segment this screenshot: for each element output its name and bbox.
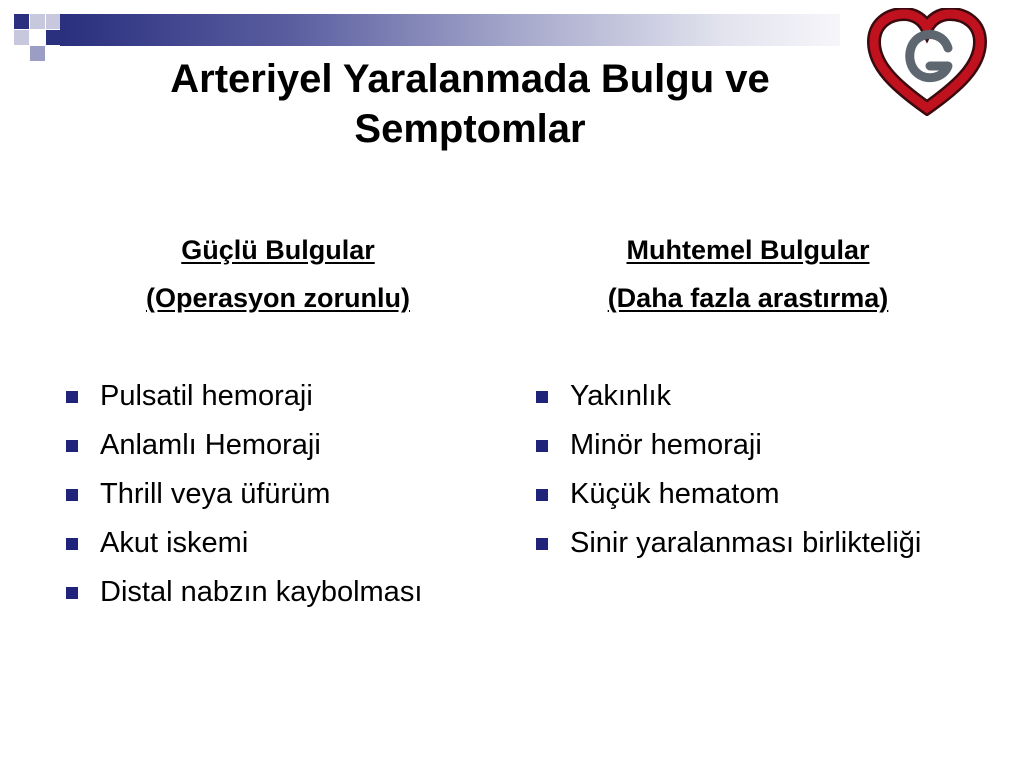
list-item [64, 477, 504, 511]
list-item [64, 526, 504, 560]
square-bullet-icon [536, 391, 548, 403]
decorative-square [30, 46, 45, 61]
list-item [64, 379, 504, 413]
list-item [534, 379, 954, 413]
square-bullet-icon [536, 489, 548, 501]
list-item-text: Sinir yaralanması birlikteliği [570, 527, 922, 559]
list-item [64, 428, 504, 462]
list-item [534, 477, 954, 511]
list-item [534, 428, 954, 462]
square-bullet-icon [66, 587, 78, 599]
title-line-1: Arteriyel Yaralanmada Bulgu ve [170, 57, 770, 101]
decorative-square [46, 30, 61, 45]
possible-findings-title: Muhtemel Bulgular [626, 235, 870, 265]
decorative-square [30, 14, 45, 29]
list-item-text: Pulsatil hemoraji [100, 380, 313, 412]
decorative-square [14, 14, 29, 29]
strong-findings-heading [78, 226, 478, 322]
possible-findings-heading [548, 226, 948, 322]
title-line-2: Semptomlar [354, 107, 586, 151]
list-item-text: Anlamlı Hemoraji [100, 429, 321, 461]
square-bullet-icon [66, 538, 78, 550]
list-item [64, 575, 504, 609]
list-item-text: Thrill veya üfürüm [100, 478, 331, 510]
square-bullet-icon [66, 391, 78, 403]
strong-findings-list [64, 379, 504, 624]
possible-findings-subtitle: (Daha fazla arastırma) [607, 283, 889, 313]
list-item-text: Küçük hematom [570, 478, 780, 510]
possible-findings-list [534, 379, 954, 575]
square-bullet-icon [66, 489, 78, 501]
list-item-text: Minör hemoraji [570, 429, 762, 461]
title-gradient-bar [60, 14, 840, 46]
decorative-square [46, 14, 61, 29]
list-item-text: Yakınlık [570, 380, 672, 412]
list-item-text: Distal nabzın kaybolması [100, 576, 423, 608]
slide-title [100, 54, 840, 154]
heart-logo-icon [866, 8, 988, 116]
square-bullet-icon [536, 440, 548, 452]
list-item [534, 526, 954, 560]
square-bullet-icon [536, 538, 548, 550]
strong-findings-title: Güçlü Bulgular [181, 235, 375, 265]
list-item-text: Akut iskemi [100, 527, 249, 559]
square-bullet-icon [66, 440, 78, 452]
decorative-square [14, 30, 29, 45]
strong-findings-subtitle: (Operasyon zorunlu) [145, 283, 410, 313]
